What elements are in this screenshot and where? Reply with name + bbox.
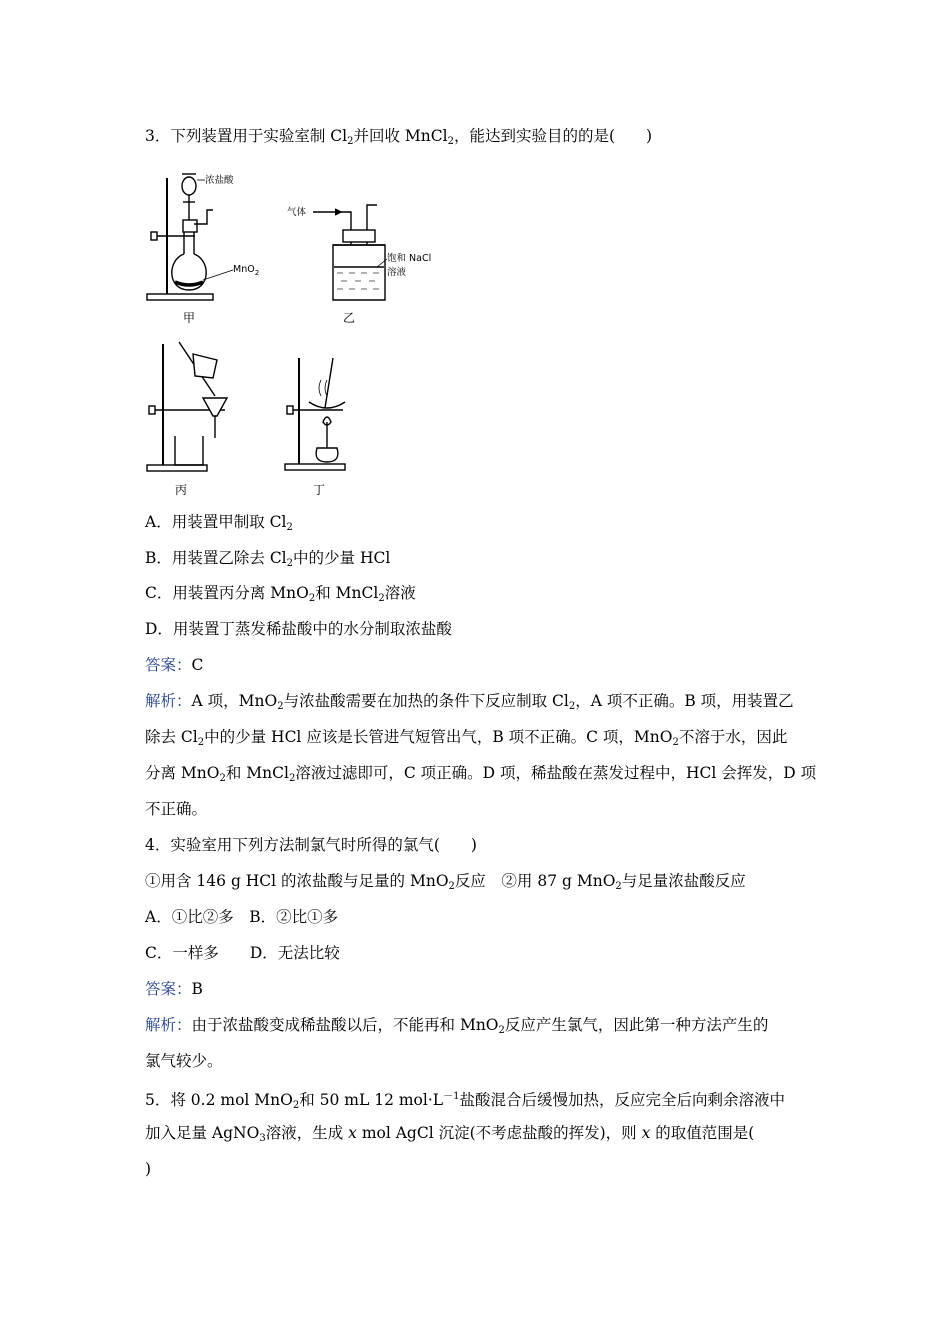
q4-analysis-line-2: 氯气较少。 [145, 1052, 223, 1070]
caption-jia: 甲 [183, 311, 196, 325]
q3-stem-text: 3．下列装置用于实验室制 Cl [145, 127, 348, 145]
analysis-label: 解析： [145, 1016, 192, 1034]
q4-answer [145, 978, 203, 1000]
apparatus-yi-drawing [285, 185, 435, 305]
q5-line-2: 加入足量 AgNO$_3$溶液，生成 x mol AgCl 沉淀(不考虑盐酸的挥发)，则 x 的取值范围是( [145, 1124, 755, 1144]
q3-analysis-line-2: 除去 $Cl_2$中的少量 HCl 应该是长管进气短管出气，B 项不正确。C 项，MnO$_2$不溶于水，因此 [145, 728, 788, 748]
subscript: 2 [447, 136, 454, 147]
q3-option-a: A．用装置甲制取 $Cl_2$ [145, 513, 293, 533]
apparatus-ding-figure [283, 352, 363, 477]
q4-conditions: ①用含 146 g HCl 的浓盐酸与足量的 MnO$_2$反应 ②用 87 g MnO$_2$与足量浓盐酸反应 [145, 872, 746, 892]
q3-option-d: D．用装置丁蒸发稀盐酸中的水分制取浓盐酸 [145, 620, 452, 638]
q3-stem-text: 并回收 MnCl [353, 127, 448, 145]
q5-line-1: 5．将 0.2 mol MnO$_2$和 50 mL 12 $mol\cdot L^{-1}$盐酸混合后缓慢加热，反应完全后向剩余溶液中 [145, 1091, 785, 1111]
answer-value: C [191, 656, 204, 674]
label-solution: 溶液 [387, 267, 407, 278]
q4-stem: 4．实验室用下列方法制氯气时所得的氯气( ) [145, 836, 477, 854]
answer-value: B [191, 980, 203, 998]
label-concentrated-hcl: 浓盐酸 [205, 175, 234, 186]
q4-analysis-line-1: 解析：由于浓盐酸变成稀盐酸以后，不能再和 MnO$_2$反应产生氯气，因此第一种方法产生的 [145, 1016, 769, 1036]
q3-analysis-line-4: 不正确。 [145, 800, 208, 818]
q3-option-c: C．用装置丙分离 MnO$_2$和 MnCl$_2$溶液 [145, 584, 416, 604]
apparatus-bing-figure [145, 338, 235, 478]
q5-line-3: ) [145, 1160, 152, 1178]
analysis-label: 解析： [145, 692, 192, 710]
answer-label: 答案： [145, 980, 192, 998]
subscript: 2 [347, 136, 354, 147]
q4-options-ab: A．①比②多 B．②比①多 [145, 908, 339, 926]
q4-options-cd: C．一样多 D．无法比较 [145, 944, 340, 962]
apparatus-ding-drawing [283, 352, 363, 477]
q3-analysis-line-1: 解析：A 项，MnO$_2$与浓盐酸需要在加热的条件下反应制取 $Cl_2$，A 项不正确。B 项，用装置乙 [145, 692, 794, 712]
q3-answer [145, 654, 203, 676]
label-saturated-nacl: 饱和 NaCl [387, 253, 432, 264]
label-mno2: MnO$_2$ [233, 264, 260, 277]
q3-analysis-line-3: 分离 MnO$_2$和 MnCl$_2$溶液过滤即可，C 项正确。D 项，稀盐酸在蒸发过程中，HCl 会挥发，D 项 [145, 764, 817, 784]
q3-stem-text: ，能达到实验目的的是( ) [453, 127, 653, 145]
apparatus-jia-drawing [145, 162, 265, 307]
caption-yi: 乙 [343, 311, 356, 325]
caption-ding: 丁 [313, 483, 326, 497]
answer-label: 答案： [145, 656, 192, 674]
apparatus-bing-drawing [145, 338, 235, 478]
label-gas: 气体 [287, 207, 307, 218]
apparatus-yi-figure [285, 185, 435, 305]
caption-bing: 丙 [175, 483, 188, 497]
apparatus-jia-figure [145, 162, 265, 307]
q3-option-b: B．用装置乙除去 $Cl_2$中的少量 HCl [145, 549, 391, 569]
q3-stem [145, 125, 652, 153]
